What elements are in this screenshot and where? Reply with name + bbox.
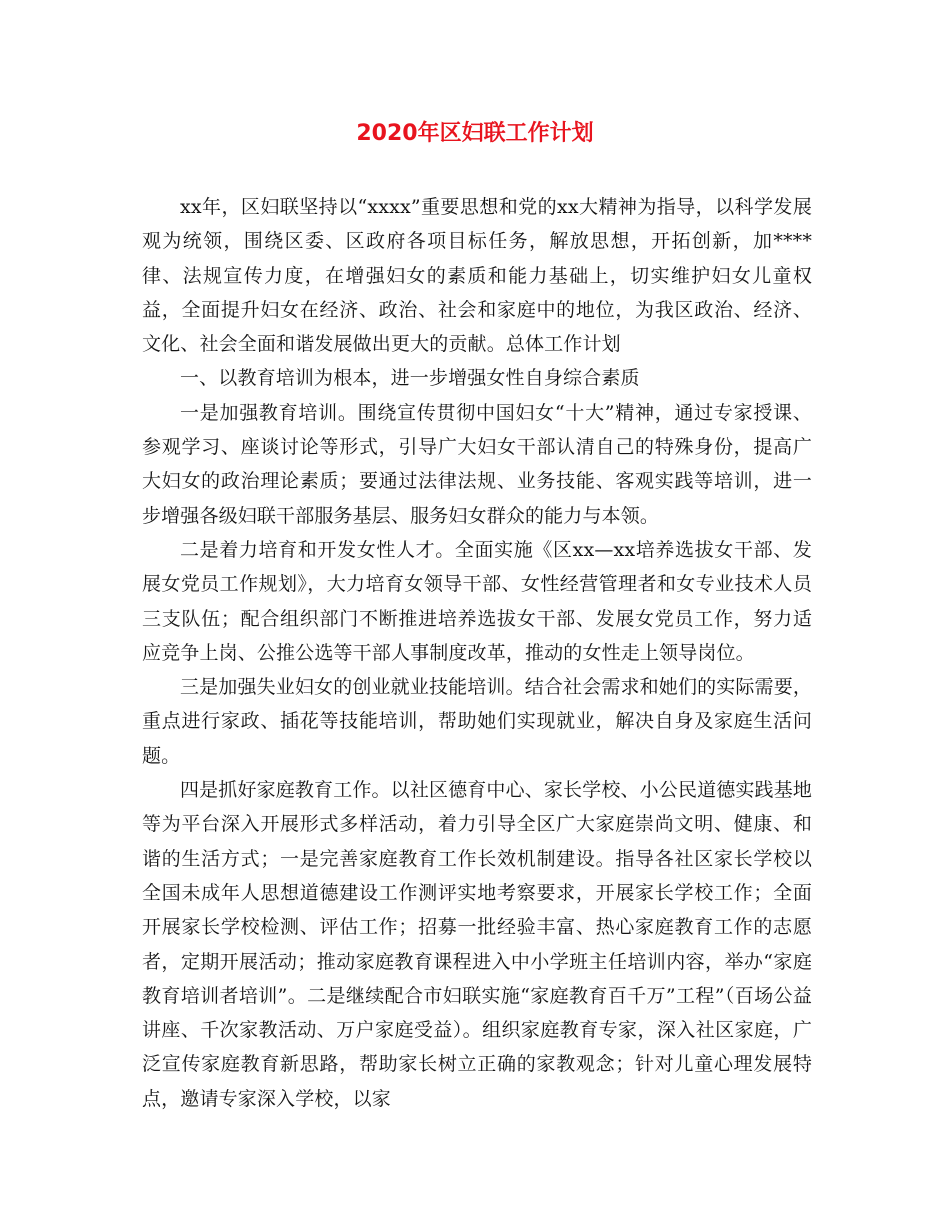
document-body: [142, 190, 812, 1116]
paragraph-education-training: 一是加强教育培训。围绕宣传贯彻中国妇女“十大”精神，通过专家授课、参观学习、座谈讨论等形式，引导广大妇女干部认清自己的特殊身份，提高广大妇女的政治理论素质；要通过法律法规、业务技能、客观实践等培训，进一步增强各级妇联干部服务基层、服务妇女群众的能力与本领。: [142, 401, 812, 527]
paragraph-employment-training: 三是加强失业妇女的创业就业技能培训。结合社会需求和她们的实际需要，重点进行家政、插花等技能培训，帮助她们实现就业，解决自身及家庭生活问题。: [142, 676, 812, 767]
section-heading-1: 一、以教育培训为根本，进一步增强女性自身综合素质: [180, 367, 640, 390]
paragraph-intro: xx年，区妇联坚持以“xxxx”重要思想和党的xx大精神为指导，以科学发展观为统领，围绕区委、区政府各项目标任务，解放思想，开拓创新，加****律、法规宣传力度，在增强妇女的素质和能力基础上，切实维护妇女儿童权益，全面提升妇女在经济、政治、社会和家庭中的地位，为我区政治、经济、文化、社会全面和谐发展做出更大的贡献。总体工作计划: [142, 196, 812, 356]
paragraph-female-talent: 二是着力培育和开发女性人才。全面实施《区xx—xx培养选拔女干部、发展女党员工作规划》，大力培育女领导干部、女性经营管理者和女专业技术人员三支队伍；配合组织部门不断推进培养选拔女干部、发展女党员工作，努力适应竞争上岗、公推公选等干部人事制度改革，推动的女性走上领导岗位。: [142, 538, 812, 664]
document-title: 2020年区妇联工作计划: [356, 121, 594, 146]
paragraph-family-education: 四是抓好家庭教育工作。以社区德育中心、家长学校、小公民道德实践基地等为平台深入开展形式多样活动，着力引导全区广大家庭崇尚文明、健康、和谐的生活方式；一是完善家庭教育工作长效机制建设。指导各社区家长学校以全国未成年人思想道德建设工作测评实地考察要求，开展家长学校工作；全面开展家长学校检测、评估工作；招募一批经验丰富、热心家庭教育工作的志愿者，定期开展活动；推动家庭教育课程进入中小学班主任培训内容，举办“家庭教育培训者培训”。二是继续配合市妇联实施“家庭教育百千万”工程”（百场公益讲座、千次家教活动、万户家庭受益）。组织家庭教育专家，深入社区家庭，广泛宣传家庭教育新思路，帮助家长树立正确的家教观念；针对儿童心理发展特点，邀请专家深入学校，以家: [142, 779, 812, 1110]
